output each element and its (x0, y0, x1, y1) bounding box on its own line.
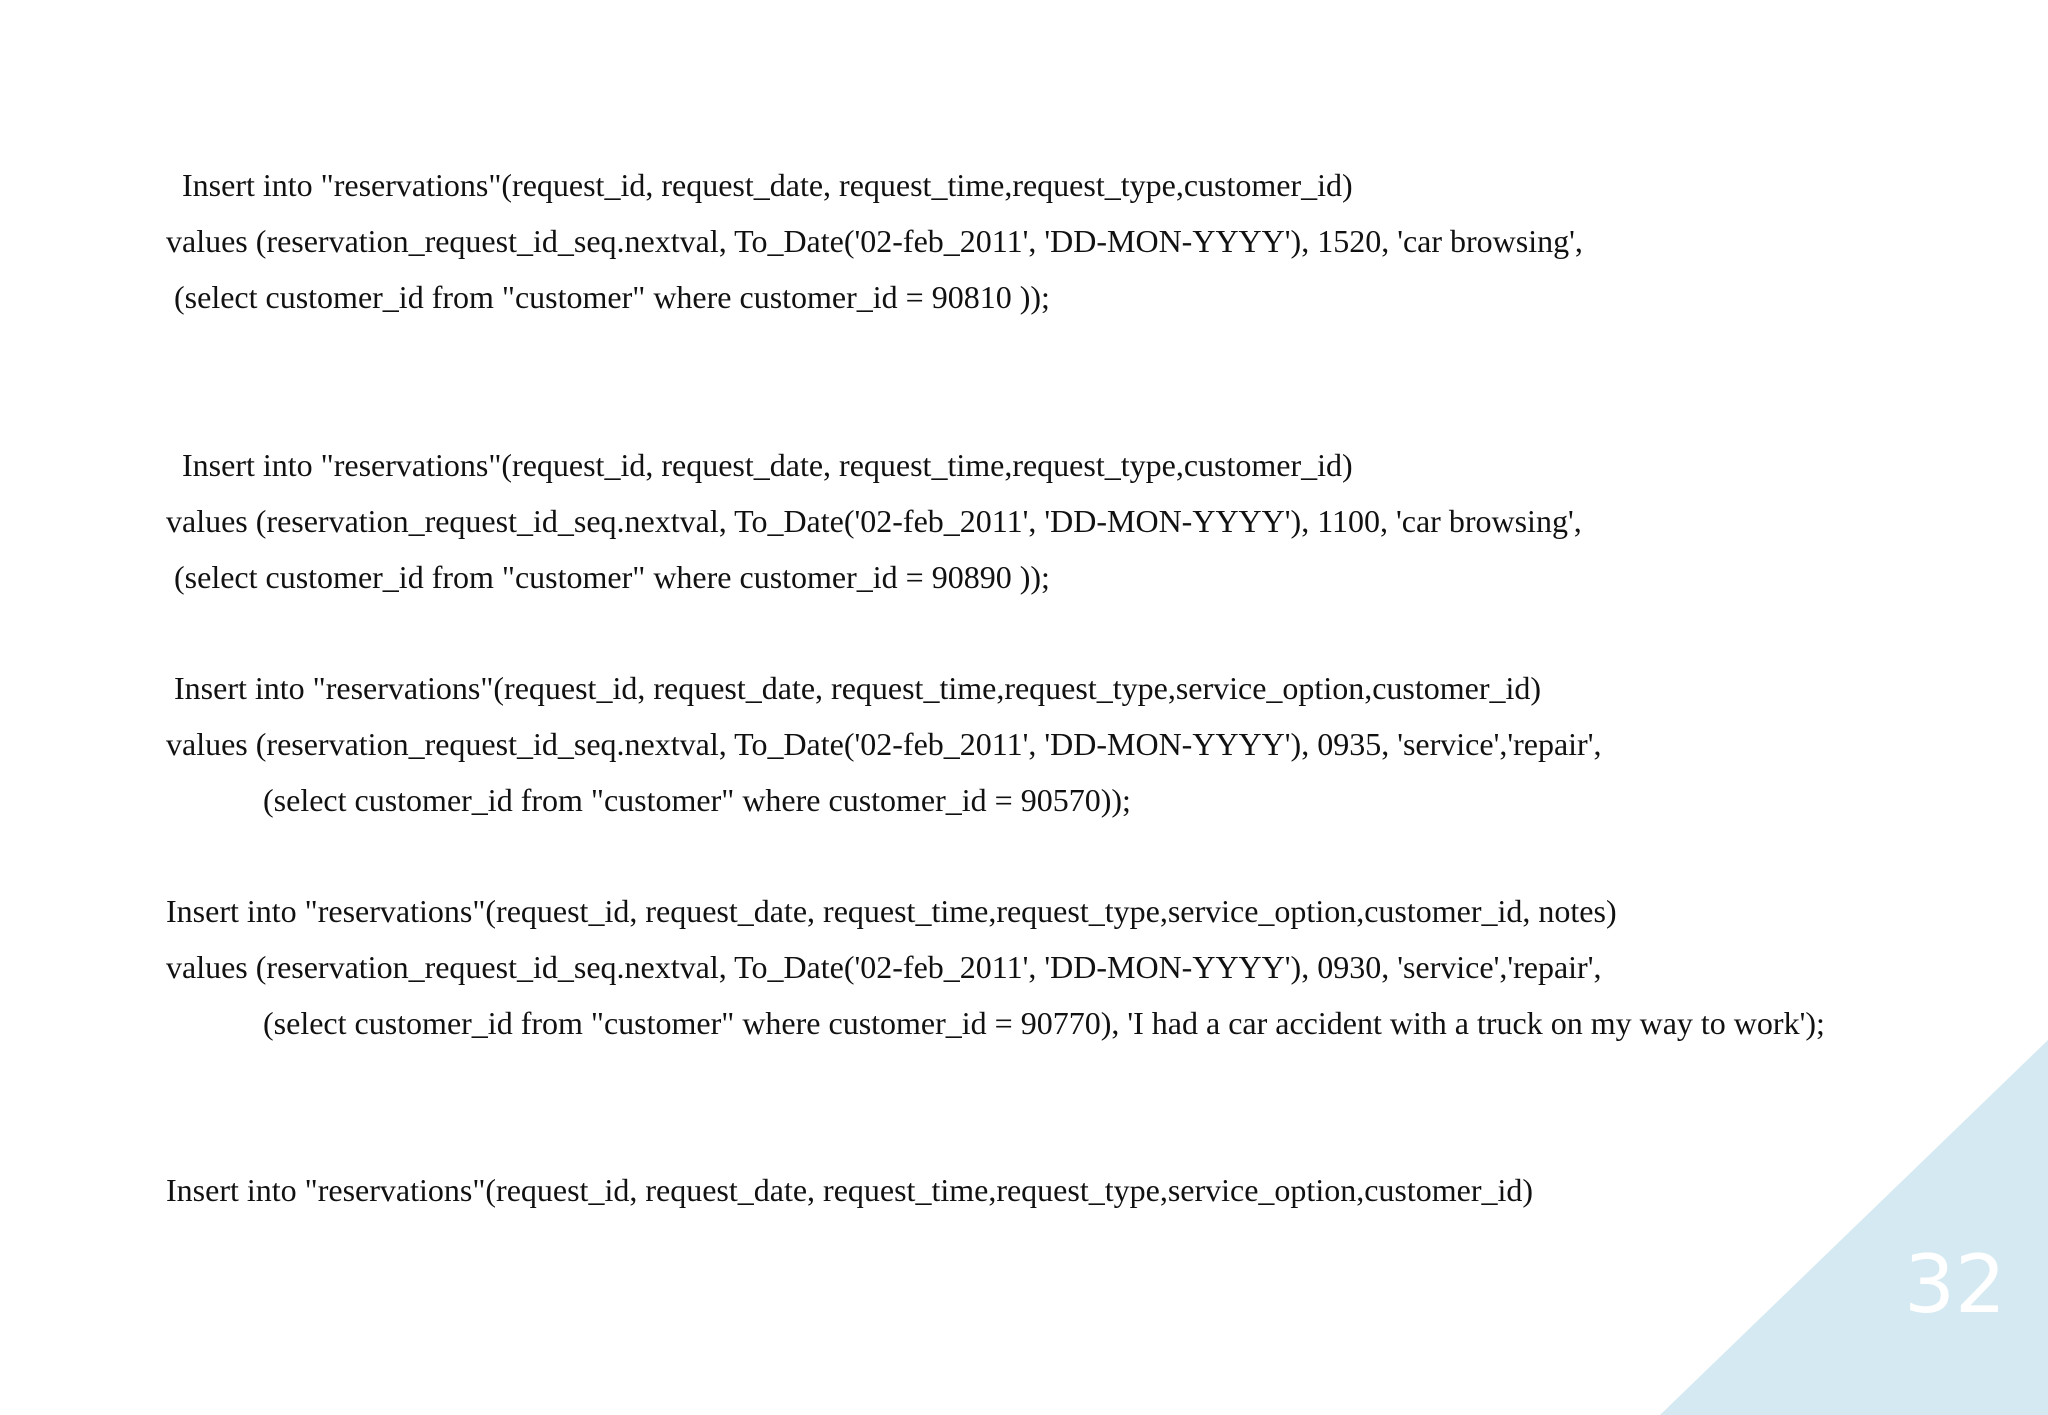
statement-4-line-3: (select customer_id from "customer" where customer_id = 90770), 'I had a car accident with a truck on my way to work'); (263, 1005, 1825, 1041)
statement-3-line-1: Insert into "reservations"(request_id, request_date, request_time,request_type,service_option,customer_id) (174, 670, 1542, 706)
statement-2-line-1: Insert into "reservations"(request_id, request_date, request_time,request_type,customer_id) (182, 447, 1353, 483)
statement-1-line-1: Insert into "reservations"(request_id, request_date, request_time,request_type,customer_id) (182, 167, 1353, 203)
statement-3-line-2: values (reservation_request_id_seq.nextval, To_Date('02-feb_2011', 'DD-MON-YYYY'), 0935, 'service','repair', (166, 726, 1602, 762)
statement-3-line-3: (select customer_id from "customer" where customer_id = 90570)); (263, 782, 1131, 818)
statement-4-line-2: values (reservation_request_id_seq.nextval, To_Date('02-feb_2011', 'DD-MON-YYYY'), 0930, 'service','repair', (166, 949, 1602, 985)
statement-5-line-1: Insert into "reservations"(request_id, request_date, request_time,request_type,service_option,customer_id) (166, 1172, 1534, 1208)
statement-2-line-3: (select customer_id from "customer" where customer_id = 90890 )); (174, 559, 1050, 595)
statement-4-line-1: Insert into "reservations"(request_id, request_date, request_time,request_type,service_option,customer_id, notes) (166, 893, 1617, 929)
statement-2-line-2: values (reservation_request_id_seq.nextval, To_Date('02-feb_2011', 'DD-MON-YYYY'), 1100, 'car browsing', (166, 503, 1582, 539)
statement-1-line-3: (select customer_id from "customer" where customer_id = 90810 )); (174, 279, 1050, 315)
page-number: 32 (1904, 1238, 2006, 1331)
corner-triangle (1660, 1040, 2048, 1415)
statement-1-line-2: values (reservation_request_id_seq.nextval, To_Date('02-feb_2011', 'DD-MON-YYYY'), 1520, 'car browsing', (166, 223, 1583, 259)
